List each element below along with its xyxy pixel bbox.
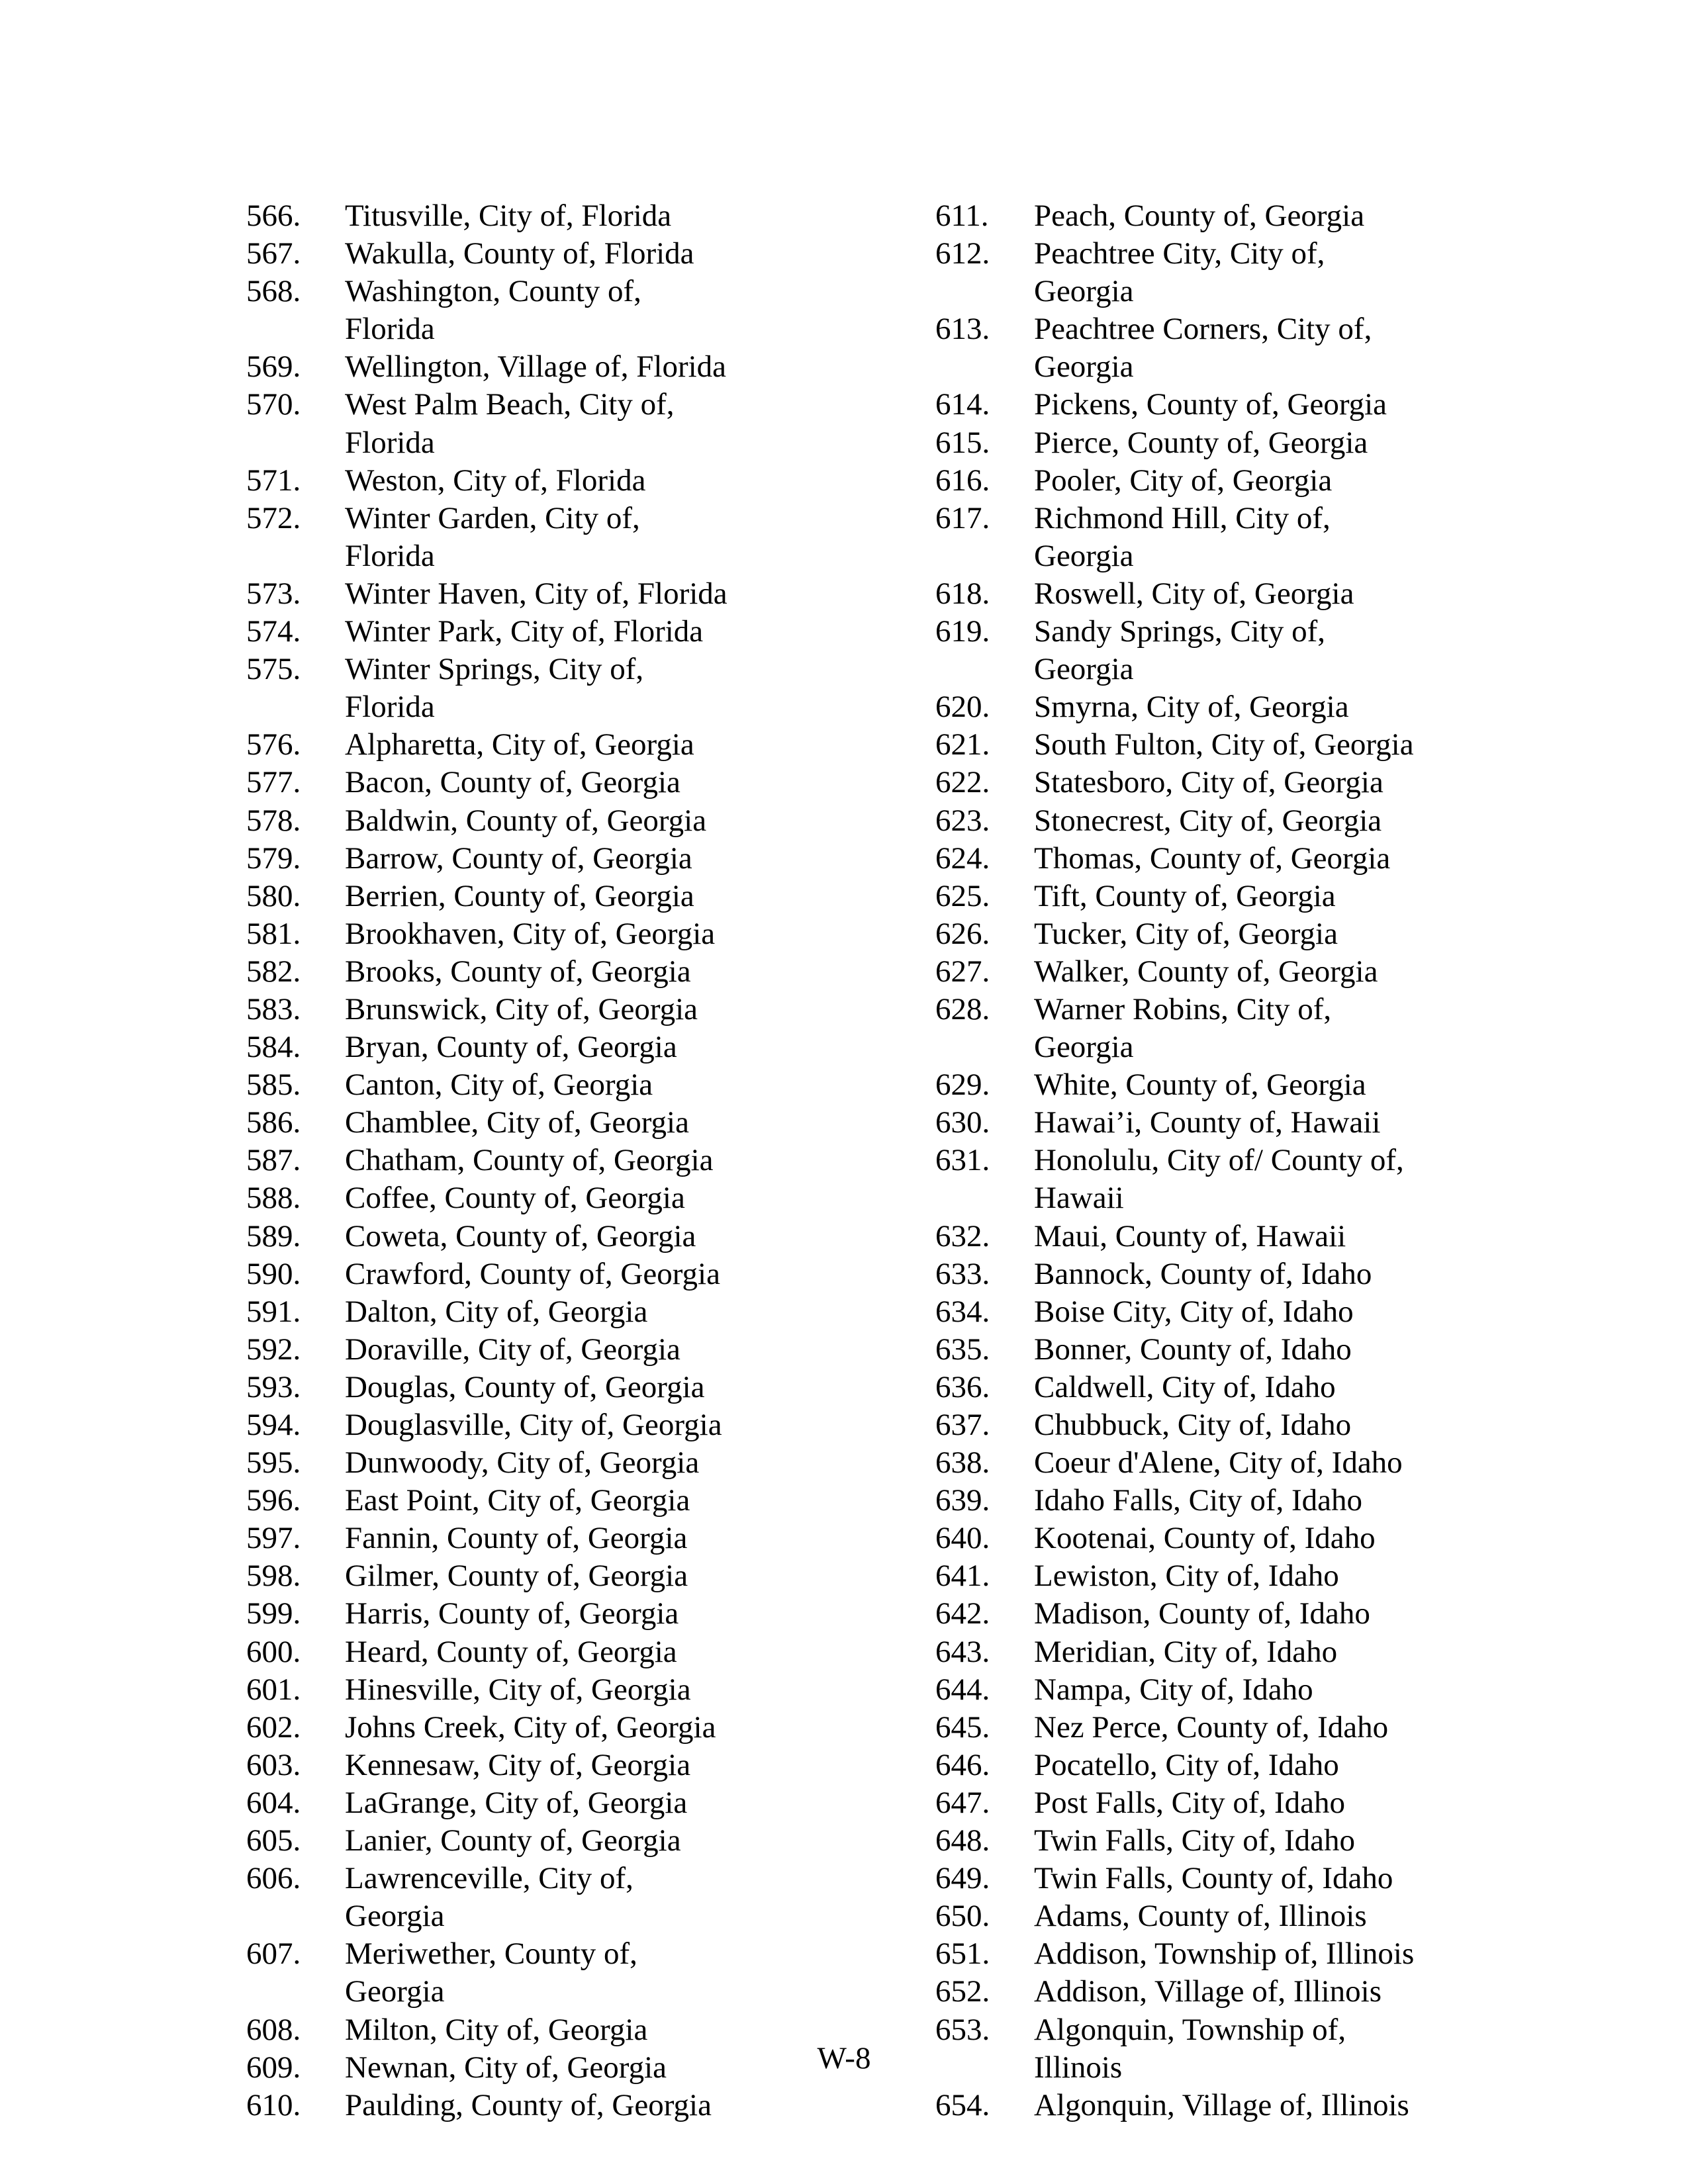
item-number: 605.	[246, 1823, 301, 1858]
item-name: Bryan, County of, Georgia	[345, 1030, 677, 1065]
list-item	[935, 1066, 1531, 1104]
item-name: East Point, City of, Georgia	[345, 1483, 690, 1518]
item-number: 615.	[935, 425, 990, 460]
item-name: Washington, County of, Florida	[345, 274, 641, 347]
item-number: 650.	[935, 1899, 990, 1934]
list-item	[246, 1709, 842, 1747]
list-item	[246, 953, 842, 991]
item-name: Hinesville, City of, Georgia	[345, 1672, 691, 1707]
item-name: Dunwoody, City of, Georgia	[345, 1445, 700, 1480]
item-name: Wakulla, County of, Florida	[345, 236, 694, 271]
item-name: Bonner, County of, Idaho	[1034, 1332, 1352, 1367]
item-number: 606.	[246, 1861, 301, 1896]
list-item	[935, 878, 1531, 915]
item-number: 617.	[935, 500, 990, 535]
list-item	[246, 1784, 842, 1822]
list-item	[935, 235, 1531, 310]
item-name: Peachtree Corners, City of, Georgia	[1034, 312, 1372, 385]
item-number: 608.	[246, 2012, 301, 2047]
item-name: Johns Creek, City of, Georgia	[345, 1709, 716, 1745]
item-name: Coweta, County of, Georgia	[345, 1218, 696, 1253]
item-number: 597.	[246, 1521, 301, 1556]
list-item	[935, 1973, 1531, 2011]
item-number: 603.	[246, 1747, 301, 1782]
item-number: 607.	[246, 1936, 301, 1972]
list-item	[246, 1179, 842, 1217]
item-name: Bacon, County of, Georgia	[345, 765, 680, 800]
item-name: West Palm Beach, City of, Florida	[345, 387, 675, 460]
list-item	[246, 878, 842, 915]
item-name: Canton, City of, Georgia	[345, 1068, 653, 1103]
list-item	[246, 1293, 842, 1331]
list-item	[935, 1671, 1531, 1709]
item-number: 579.	[246, 841, 301, 876]
item-name: Walker, County of, Georgia	[1034, 954, 1378, 989]
item-name: Madison, County of, Idaho	[1034, 1596, 1370, 1631]
list-item	[246, 726, 842, 764]
list-item	[246, 764, 842, 801]
item-number: 575.	[246, 652, 301, 687]
item-number: 574.	[246, 614, 301, 649]
list-item	[935, 1482, 1531, 1520]
list-item	[246, 575, 842, 613]
item-number: 644.	[935, 1672, 990, 1707]
item-name: Peachtree City, City of, Georgia	[1034, 236, 1325, 309]
item-name: Winter Park, City of, Florida	[345, 614, 704, 649]
item-number: 569.	[246, 349, 301, 385]
list-item	[935, 386, 1531, 424]
item-name: Harris, County of, Georgia	[345, 1596, 679, 1631]
item-name: Pierce, County of, Georgia	[1034, 425, 1368, 460]
item-name: Stonecrest, City of, Georgia	[1034, 803, 1382, 838]
item-name: Brooks, County of, Georgia	[345, 954, 691, 989]
item-name: Alpharetta, City of, Georgia	[345, 727, 694, 762]
item-name: Thomas, County of, Georgia	[1034, 841, 1391, 876]
item-number: 598.	[246, 1559, 301, 1594]
item-name: Meridian, City of, Idaho	[1034, 1634, 1338, 1669]
item-name: Idaho Falls, City of, Idaho	[1034, 1483, 1363, 1518]
list-item	[246, 651, 842, 726]
list-item	[246, 991, 842, 1028]
item-number: 571.	[246, 463, 301, 498]
item-number: 586.	[246, 1105, 301, 1140]
item-number: 613.	[935, 312, 990, 347]
item-name: Coffee, County of, Georgia	[345, 1181, 685, 1216]
list-item	[935, 197, 1531, 235]
item-name: Maui, County of, Hawaii	[1034, 1218, 1346, 1253]
item-number: 570.	[246, 387, 301, 422]
item-number: 638.	[935, 1445, 990, 1480]
item-name: Pocatello, City of, Idaho	[1034, 1747, 1339, 1782]
list-item	[246, 1747, 842, 1784]
item-name: Algonquin, Village of, Illinois	[1034, 2087, 1409, 2122]
item-name: Fannin, County of, Georgia	[345, 1521, 688, 1556]
item-name: Lewiston, City of, Idaho	[1034, 1559, 1339, 1594]
item-number: 610.	[246, 2087, 301, 2122]
item-number: 577.	[246, 765, 301, 800]
list-item	[246, 915, 842, 953]
list-item	[246, 197, 842, 235]
list-item	[935, 764, 1531, 801]
item-number: 641.	[935, 1559, 990, 1594]
list-item	[935, 688, 1531, 726]
item-number: 645.	[935, 1709, 990, 1745]
item-number: 628.	[935, 991, 990, 1026]
item-number: 573.	[246, 576, 301, 611]
item-name: Caldwell, City of, Idaho	[1034, 1369, 1336, 1404]
item-number: 592.	[246, 1332, 301, 1367]
item-name: Meriwether, County of, Georgia	[345, 1936, 637, 2009]
list-item	[935, 1633, 1531, 1671]
list-item	[935, 1331, 1531, 1369]
list-item	[246, 2087, 842, 2124]
item-number: 642.	[935, 1596, 990, 1631]
list-item	[935, 1104, 1531, 1142]
item-name: Addison, Village of, Illinois	[1034, 1974, 1382, 2009]
item-name: Brookhaven, City of, Georgia	[345, 916, 716, 951]
item-name: Adams, County of, Illinois	[1034, 1899, 1367, 1934]
list-item	[935, 1747, 1531, 1784]
list-item	[935, 1406, 1531, 1444]
list-item	[935, 802, 1531, 840]
item-name: Statesboro, City of, Georgia	[1034, 765, 1383, 800]
item-name: Tift, County of, Georgia	[1034, 878, 1336, 913]
item-number: 618.	[935, 576, 990, 611]
item-number: 640.	[935, 1521, 990, 1556]
item-name: Doraville, City of, Georgia	[345, 1332, 680, 1367]
item-name: Winter Haven, City of, Florida	[345, 576, 727, 611]
item-name: Paulding, County of, Georgia	[345, 2087, 712, 2122]
item-name: Berrien, County of, Georgia	[345, 878, 694, 913]
item-number: 622.	[935, 765, 990, 800]
list-item	[935, 1860, 1531, 1897]
item-name: Nampa, City of, Idaho	[1034, 1672, 1313, 1707]
list-item	[935, 1595, 1531, 1633]
item-number: 596.	[246, 1483, 301, 1518]
item-number: 652.	[935, 1974, 990, 2009]
item-number: 585.	[246, 1068, 301, 1103]
item-name: Weston, City of, Florida	[345, 463, 646, 498]
list-item	[246, 1482, 842, 1520]
item-number: 587.	[246, 1143, 301, 1178]
item-number: 572.	[246, 500, 301, 535]
item-number: 629.	[935, 1068, 990, 1103]
item-number: 653.	[935, 2012, 990, 2047]
item-number: 567.	[246, 236, 301, 271]
item-name: Pooler, City of, Georgia	[1034, 463, 1333, 498]
list-item	[935, 953, 1531, 991]
item-name: Titusville, City of, Florida	[345, 199, 672, 233]
item-number: 609.	[246, 2050, 301, 2085]
item-number: 627.	[935, 954, 990, 989]
item-name: Milton, City of, Georgia	[345, 2012, 648, 2047]
item-number: 647.	[935, 1785, 990, 1820]
item-number: 614.	[935, 387, 990, 422]
item-name: Sandy Springs, City of, Georgia	[1034, 614, 1326, 687]
item-name: Addison, Township of, Illinois	[1034, 1936, 1415, 1972]
item-number: 621.	[935, 727, 990, 762]
item-name: Roswell, City of, Georgia	[1034, 576, 1354, 611]
list-item	[246, 500, 842, 575]
item-number: 578.	[246, 803, 301, 838]
item-name: Barrow, County of, Georgia	[345, 841, 692, 876]
item-number: 593.	[246, 1369, 301, 1404]
list-item	[935, 310, 1531, 386]
list-item	[246, 1860, 842, 1935]
item-name: Boise City, City of, Idaho	[1034, 1294, 1354, 1329]
item-number: 600.	[246, 1634, 301, 1669]
list-item	[935, 1935, 1531, 1973]
item-number: 601.	[246, 1672, 301, 1707]
item-number: 602.	[246, 1709, 301, 1745]
item-number: 590.	[246, 1256, 301, 1291]
list-item	[246, 1369, 842, 1406]
list-item	[935, 613, 1531, 688]
item-name: Chatham, County of, Georgia	[345, 1143, 714, 1178]
item-number: 566.	[246, 199, 301, 233]
list-item	[246, 1822, 842, 1860]
list-item	[935, 840, 1531, 878]
item-number: 643.	[935, 1634, 990, 1669]
item-number: 589.	[246, 1218, 301, 1253]
item-number: 576.	[246, 727, 301, 762]
item-name: Nez Perce, County of, Idaho	[1034, 1709, 1389, 1745]
item-number: 599.	[246, 1596, 301, 1631]
item-number: 648.	[935, 1823, 990, 1858]
list-item	[246, 1104, 842, 1142]
item-name: Winter Springs, City of, Florida	[345, 652, 644, 725]
list-item	[246, 1595, 842, 1633]
list-item	[935, 1520, 1531, 1557]
list-column-left	[246, 197, 842, 2124]
item-number: 634.	[935, 1294, 990, 1329]
item-number: 583.	[246, 991, 301, 1026]
list-item	[246, 1557, 842, 1595]
list-item	[246, 840, 842, 878]
list-item	[246, 1066, 842, 1104]
item-name: Peach, County of, Georgia	[1034, 199, 1365, 233]
item-number: 611.	[935, 199, 989, 233]
list-item	[246, 386, 842, 461]
list-item	[935, 1784, 1531, 1822]
item-name: Brunswick, City of, Georgia	[345, 991, 698, 1026]
list-item	[935, 1369, 1531, 1406]
item-name: Post Falls, City of, Idaho	[1034, 1785, 1346, 1820]
item-number: 619.	[935, 614, 990, 649]
item-name: Honolulu, City of/ County of, Hawaii	[1034, 1143, 1404, 1216]
item-number: 612.	[935, 236, 990, 271]
item-number: 631.	[935, 1143, 990, 1178]
item-number: 594.	[246, 1408, 301, 1442]
list-item	[246, 1142, 842, 1179]
item-number: 584.	[246, 1030, 301, 1065]
list-item	[935, 1255, 1531, 1293]
item-number: 633.	[935, 1256, 990, 1291]
item-number: 632.	[935, 1218, 990, 1253]
list-item	[935, 1557, 1531, 1595]
item-name: Richmond Hill, City of, Georgia	[1034, 500, 1331, 573]
item-number: 591.	[246, 1294, 301, 1329]
list-column-right	[935, 197, 1531, 2124]
list-item	[935, 1709, 1531, 1747]
item-name: Gilmer, County of, Georgia	[345, 1559, 688, 1594]
item-name: South Fulton, City of, Georgia	[1034, 727, 1414, 762]
item-number: 595.	[246, 1445, 301, 1480]
item-number: 646.	[935, 1747, 990, 1782]
item-name: Algonquin, Township of, Illinois	[1034, 2012, 1346, 2085]
item-number: 623.	[935, 803, 990, 838]
item-number: 630.	[935, 1105, 990, 1140]
item-name: Hawai’i, County of, Hawaii	[1034, 1105, 1381, 1140]
list-item	[935, 1444, 1531, 1482]
item-name: LaGrange, City of, Georgia	[345, 1785, 688, 1820]
list-item	[935, 424, 1531, 462]
item-name: Newnan, City of, Georgia	[345, 2050, 667, 2085]
list-item	[246, 1935, 842, 2011]
list-item	[935, 915, 1531, 953]
item-name: Chamblee, City of, Georgia	[345, 1105, 689, 1140]
list-item	[935, 462, 1531, 500]
list-item	[935, 2087, 1531, 2124]
item-name: Wellington, Village of, Florida	[345, 349, 727, 385]
list-item	[246, 1406, 842, 1444]
item-number: 654.	[935, 2087, 990, 2122]
item-name: Pickens, County of, Georgia	[1034, 387, 1387, 422]
list-item	[246, 802, 842, 840]
item-name: Winter Garden, City of, Florida	[345, 500, 640, 573]
list-item	[246, 1671, 842, 1709]
item-number: 582.	[246, 954, 301, 989]
item-number: 581.	[246, 916, 301, 951]
list-item	[935, 1897, 1531, 1935]
item-number: 624.	[935, 841, 990, 876]
item-number: 649.	[935, 1861, 990, 1896]
item-name: Dalton, City of, Georgia	[345, 1294, 648, 1329]
item-name: Tucker, City of, Georgia	[1034, 916, 1338, 951]
item-name: Baldwin, County of, Georgia	[345, 803, 707, 838]
item-number: 639.	[935, 1483, 990, 1518]
item-number: 651.	[935, 1936, 990, 1972]
list-item	[246, 348, 842, 386]
item-number: 635.	[935, 1332, 990, 1367]
item-number: 625.	[935, 878, 990, 913]
list-item	[246, 1520, 842, 1557]
item-name: Twin Falls, County of, Idaho	[1034, 1861, 1393, 1896]
item-number: 626.	[935, 916, 990, 951]
list-item	[246, 1444, 842, 1482]
item-number: 620.	[935, 690, 990, 725]
item-name: Chubbuck, City of, Idaho	[1034, 1408, 1352, 1442]
list-item	[935, 726, 1531, 764]
item-name: Kootenai, County of, Idaho	[1034, 1521, 1376, 1556]
list-item	[246, 462, 842, 500]
item-name: Coeur d'Alene, City of, Idaho	[1034, 1445, 1403, 1480]
item-name: Heard, County of, Georgia	[345, 1634, 677, 1669]
list-item	[935, 1822, 1531, 1860]
list-item	[246, 273, 842, 348]
item-number: 616.	[935, 463, 990, 498]
item-name: Lawrenceville, City of, Georgia	[345, 1861, 633, 1934]
list-item	[935, 500, 1531, 575]
item-number: 604.	[246, 1785, 301, 1820]
item-number: 580.	[246, 878, 301, 913]
item-number: 636.	[935, 1369, 990, 1404]
list-item	[246, 1255, 842, 1293]
item-name: Douglasville, City of, Georgia	[345, 1408, 722, 1442]
list-item	[246, 1028, 842, 1066]
item-name: Smyrna, City of, Georgia	[1034, 690, 1349, 725]
item-name: Warner Robins, City of, Georgia	[1034, 991, 1332, 1065]
list-item	[246, 1218, 842, 1255]
item-name: White, County of, Georgia	[1034, 1068, 1366, 1103]
page-number: W-8	[817, 2041, 871, 2075]
item-name: Douglas, County of, Georgia	[345, 1369, 705, 1404]
list-item	[935, 575, 1531, 613]
item-number: 637.	[935, 1408, 990, 1442]
list-item	[246, 1633, 842, 1671]
list-item	[246, 613, 842, 651]
list-item	[935, 991, 1531, 1066]
item-name: Kennesaw, City of, Georgia	[345, 1747, 691, 1782]
item-name: Crawford, County of, Georgia	[345, 1256, 720, 1291]
list-item	[246, 1331, 842, 1369]
item-name: Twin Falls, City of, Idaho	[1034, 1823, 1355, 1858]
list-item	[935, 1293, 1531, 1331]
list-item	[935, 1218, 1531, 1255]
item-name: Lanier, County of, Georgia	[345, 1823, 681, 1858]
item-number: 568.	[246, 274, 301, 309]
list-item	[935, 1142, 1531, 1217]
item-number: 588.	[246, 1181, 301, 1216]
item-name: Bannock, County of, Idaho	[1034, 1256, 1372, 1291]
list-item	[246, 235, 842, 273]
